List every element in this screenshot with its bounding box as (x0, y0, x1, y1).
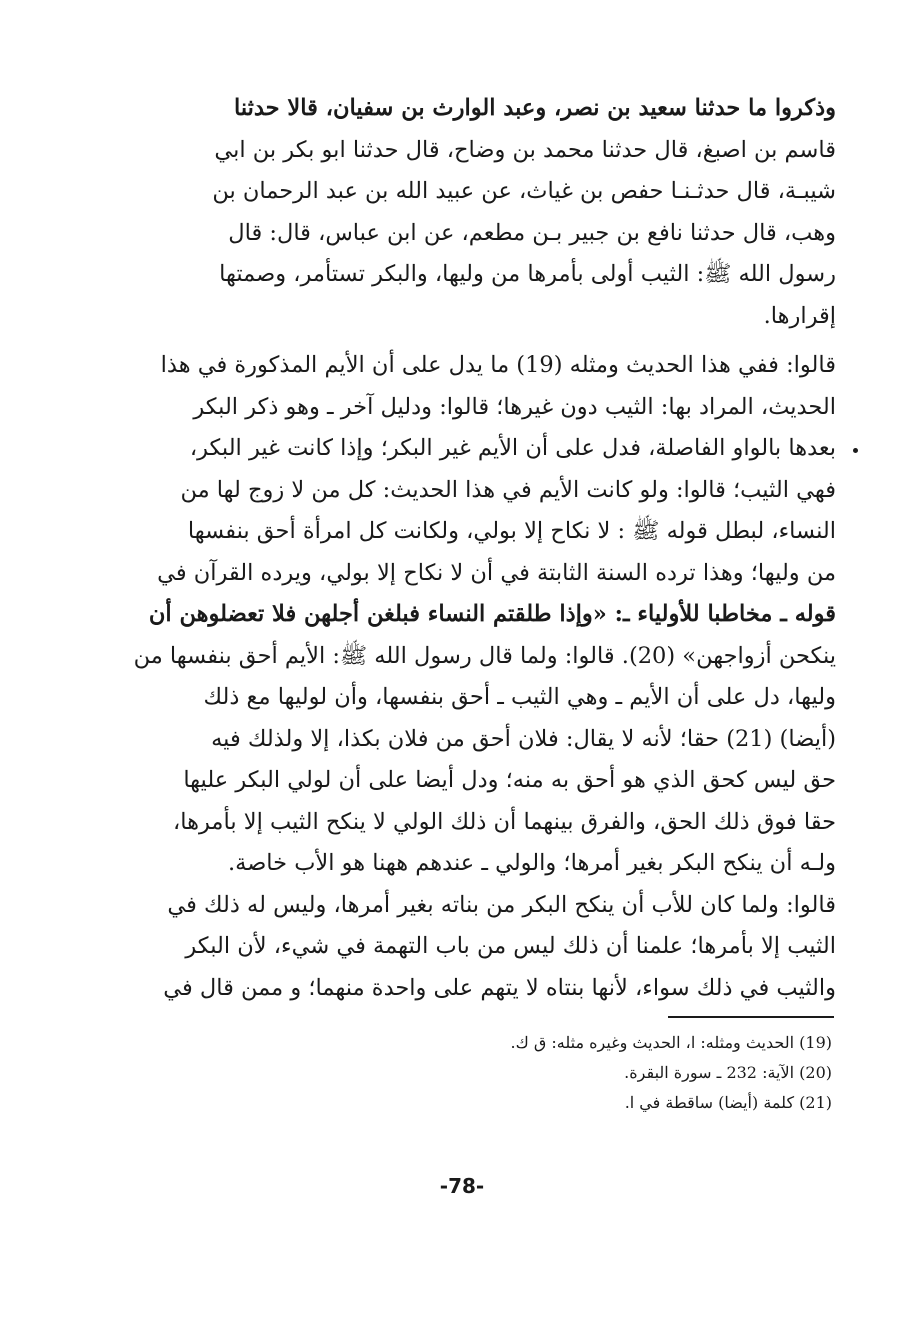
footnotes (360, 1028, 832, 1118)
text-line: قاسم بن اصبغ، قال حدثنا محمد بن وضاح، قال حدثنا ابو بكر بن ابي (214, 136, 836, 163)
footnote: (20) الآية: 232 ـ سورة البقرة. (624, 1063, 832, 1082)
margin-dot (853, 448, 858, 453)
text-line: النساء، لبطل قوله ﷺ : لا نكاح إلا بولي، ولكانت كل امرأة أحق بنفسها (187, 518, 836, 544)
text-line: ولـه أن ينكح البكر بغير أمرها؛ والولي ـ عندهم ههنا هو الأب خاصة. (227, 850, 836, 876)
text-line: قالوا: ولما كان للأب أن ينكح البكر من بناته بغير أمرها، وليس له ذلك في (167, 891, 836, 918)
text-line: وليها، دل على أن الأيم ـ وهي الثيب ـ أحق بنفسها، وأن لوليها مع ذلك (203, 684, 836, 710)
text-line: فهي الثيب؛ قالوا: ولو كانت الأيم في هذا الحديث: كل من لا زوج لها من (180, 476, 836, 503)
text-line: والثيب في ذلك سواء، لأنها بنتاه لا يتهم على واحدة منهما؛ و ممن قال في (163, 974, 836, 1001)
main-text (124, 88, 836, 1009)
text-line: من وليها؛ وهذا ترده السنة الثابتة في أن لا نكاح إلا بولي، ويرده القرآن في (157, 559, 836, 586)
text-line: ينكحن أزواجهن» (20). قالوا: ولما قال رسول الله ﷺ: الأيم أحق بنفسها من (133, 642, 836, 669)
text-line: الحديث، المراد بها: الثيب دون غيرها؛ قالوا: ودليل آخر ـ وهو ذكر البكر (193, 393, 836, 420)
text-line: (أيضا) (21) حقا؛ لأنه لا يقال: فلان أحق من فلان بكذا، إلا ولذلك فيه (211, 725, 836, 752)
text-line: قوله ـ مخاطبا للأولياء ـ: «وإذا طلقتم النساء فبلغن أجلهن فلا تعضلوهن أن (148, 601, 836, 627)
footnote: (21) كلمة (أيضا) ساقطة في ا. (624, 1093, 832, 1112)
text-line: حق ليس كحق الذي هو أحق به منه؛ ودل أيضا على أن لولي البكر عليها (183, 767, 836, 793)
text-line: قالوا: ففي هذا الحديث ومثله (19) ما يدل على أن الأيم المذكورة في هذا (160, 352, 836, 378)
text-line: رسول الله ﷺ: الثيب أولى بأمرها من وليها، والبكر تستأمر، وصمتها (219, 261, 836, 287)
text-line: إقرارها. (763, 302, 836, 329)
text-line: شيبـة، قال حدثـنـا حفص بن غياث، عن عبيد الله بن عبد الرحمان بن (212, 178, 836, 204)
footnote-separator (668, 1016, 834, 1018)
page-number: -78- (439, 1174, 485, 1198)
text-line: وذكروا ما حدثنا سعيد بن نصر، وعبد الوارث بن سفيان، قالا حدثنا (233, 95, 836, 121)
text-line: حقا فوق ذلك الحق، والفرق بينهما أن ذلك الولي لا ينكح الثيب إلا بأمرها، (173, 808, 836, 835)
footnote: (19) الحديث ومثله: ا، الحديث وغيره مثله: ق ك. (510, 1033, 832, 1052)
text-line: بعدها بالواو الفاصلة، فدل على أن الأيم غير البكر؛ وإذا كانت غير البكر، (189, 435, 836, 461)
text-line: وهب، قال حدثنا نافع بن جبير بـن مطعم، عن ابن عباس، قال: قال (228, 219, 836, 246)
text-line: الثيب إلا بأمرها؛ علمنا أن ذلك ليس من باب التهمة في شيء، لأن البكر (185, 933, 836, 959)
